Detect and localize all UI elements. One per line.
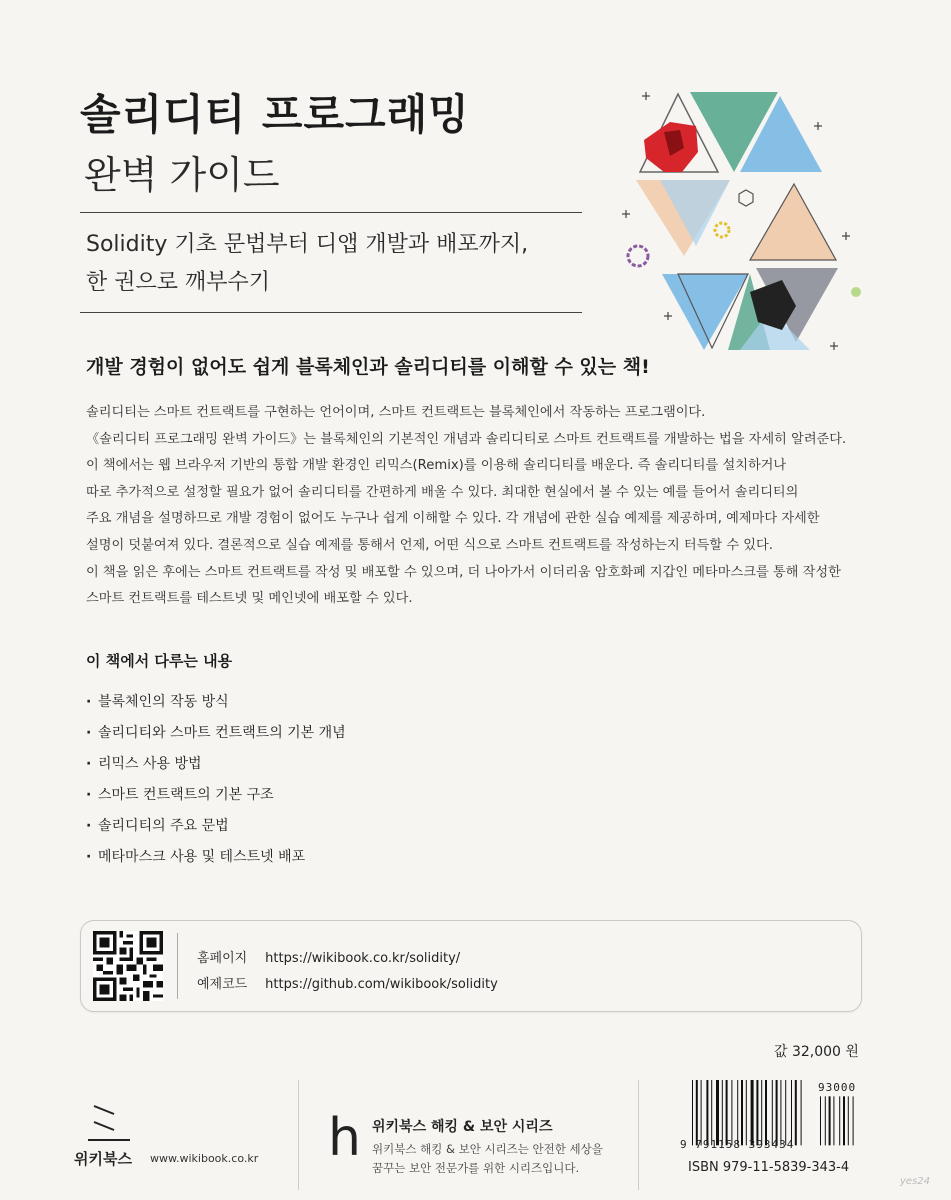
list-item	[86, 754, 346, 785]
bullet-icon: ·	[86, 818, 92, 834]
qr-code-icon[interactable]	[93, 931, 163, 1001]
description-line: 이 책을 읽은 후에는 스마트 컨트랙트를 작성 및 배포할 수 있으며, 더 나아가서 이더리움 암호화폐 지갑인 메타마스크를 통해 작성한	[86, 564, 841, 580]
topic-label: 리믹스 사용 방법	[98, 756, 202, 772]
footer-divider	[298, 1080, 299, 1190]
tagline-line: 한 권으로 깨부수기	[86, 270, 271, 295]
description-line: 《솔리디티 프로그래밍 완벽 가이드》는 블록체인의 기본적인 개념과 솔리디티로 스마트 컨트랙트를 개발하는 법을 자세히 알려준다.	[86, 431, 847, 447]
description-headline: 개발 경험이 없어도 쉽게 블록체인과 솔리디티를 이해할 수 있는 책!	[86, 356, 650, 378]
topic-label: 스마트 컨트랙트의 기본 구조	[98, 787, 274, 803]
series-description	[372, 1140, 603, 1178]
dot-green-icon	[851, 287, 861, 297]
topic-label: 솔리디티의 주요 문법	[98, 818, 229, 834]
watermark: yes24	[900, 1176, 931, 1187]
publisher-url[interactable]: www.wikibook.co.kr	[150, 1152, 259, 1165]
topics-title: 이 책에서 다루는 내용	[86, 652, 233, 670]
topic-label: 블록체인의 작동 방식	[98, 694, 229, 710]
price-label: 값 32,000 원	[774, 1044, 859, 1060]
series-desc-line: 위키북스 해킹 & 보안 시리즈는 안전한 세상을	[372, 1142, 603, 1156]
tagline	[86, 226, 528, 302]
bullet-icon: ·	[86, 694, 92, 710]
divider-bottom	[80, 312, 582, 313]
list-item	[86, 692, 346, 723]
list-item	[86, 816, 346, 847]
book-subtitle: 완벽 가이드	[84, 153, 280, 197]
list-item	[86, 785, 346, 816]
description-line: 따로 추가적으로 설정할 필요가 없어 솔리디티를 간편하게 배울 수 있다. 최대한 현실에서 볼 수 있는 예를 들어서 솔리디티의	[86, 484, 799, 500]
code-row	[197, 973, 498, 992]
description-line: 스마트 컨트랙트를 테스트넷 및 메인넷에 배포할 수 있다.	[86, 591, 413, 607]
series-logo-icon: h	[328, 1108, 361, 1168]
description-body	[86, 400, 876, 613]
series-title: 위키북스 해킹 & 보안 시리즈	[372, 1119, 553, 1135]
links-divider	[177, 933, 178, 999]
homepage-label: 홈페이지	[197, 951, 248, 966]
bullet-icon: ·	[86, 849, 92, 865]
topic-label: 솔리디티와 스마트 컨트랙트의 기본 개념	[98, 725, 346, 741]
bullet-icon: ·	[86, 756, 92, 772]
gear-icon	[628, 246, 648, 266]
bullet-icon: ·	[86, 787, 92, 803]
tagline-line: Solidity 기초 문법부터 디앱 개발과 배포까지,	[86, 232, 529, 257]
barcode-digits: 9 791158 393434	[680, 1138, 795, 1151]
description-line: 설명이 덧붙여져 있다. 결론적으로 실습 예제를 통해서 언제, 어떤 식으로 스마트 컨트랙트를 작성하는지 터득할 수 있다.	[86, 537, 773, 553]
links-box	[80, 920, 862, 1012]
publisher-name: 위키북스	[74, 1150, 132, 1168]
series-desc-line: 꿈꾸는 보안 전문가를 위한 시리즈입니다.	[372, 1161, 580, 1175]
bullet-icon: ·	[86, 725, 92, 741]
geometric-cover-art	[600, 60, 880, 360]
triangle-peach-right	[750, 184, 836, 260]
book-title: 솔리디티 프로그래밍	[80, 90, 470, 139]
isbn-number: ISBN 979-11-5839-343-4	[688, 1160, 850, 1175]
divider-top	[80, 212, 582, 213]
code-link[interactable]: https://github.com/wikibook/solidity	[265, 977, 498, 992]
barcode-addon: 93000	[818, 1081, 857, 1094]
description-line: 솔리디티는 스마트 컨트랙트를 구현하는 언어이며, 스마트 컨트랙트는 블록체인에서 작동하는 프로그램이다.	[86, 405, 706, 420]
footer-divider	[638, 1080, 639, 1190]
topic-label: 메타마스크 사용 및 테스트넷 배포	[98, 849, 306, 865]
homepage-row	[197, 947, 460, 966]
homepage-link[interactable]: https://wikibook.co.kr/solidity/	[265, 951, 461, 966]
list-item	[86, 847, 346, 878]
hexagon-icon	[739, 190, 753, 206]
topics-list	[86, 692, 346, 878]
description-line: 주요 개념을 설명하므로 개발 경험이 없어도 누구나 쉽게 이해할 수 있다. 각 개념에 관한 실습 예제를 제공하며, 예제마다 자세한	[86, 511, 820, 527]
description-line: 이 책에서는 웹 브라우저 기반의 통합 개발 환경인 리믹스(Remix)를 이용해 솔리디티를 배운다. 즉 솔리디티를 설치하거나	[86, 458, 787, 474]
gear-small-icon	[715, 223, 729, 237]
code-label: 예제코드	[197, 977, 248, 992]
list-item	[86, 723, 346, 754]
